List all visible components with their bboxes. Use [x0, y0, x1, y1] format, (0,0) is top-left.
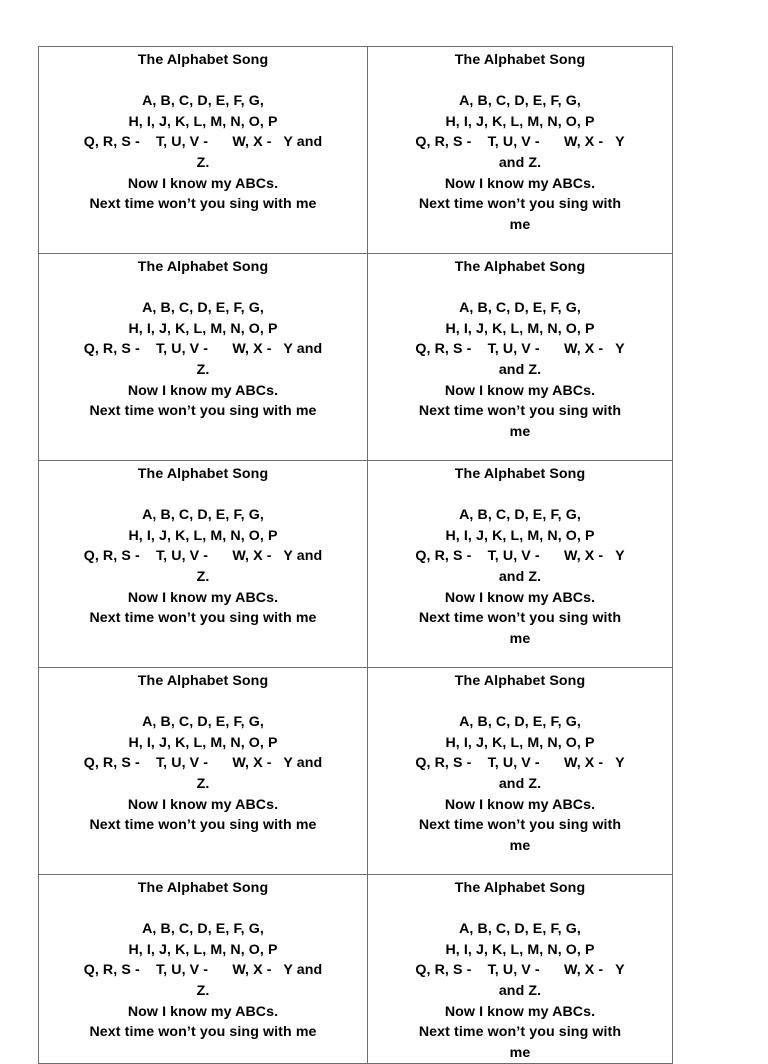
- lyric-line-4: Now I know my ABCs.: [127, 382, 279, 399]
- lyric-line-3-cont: Z.: [196, 568, 210, 585]
- lyric-line-4: Now I know my ABCs.: [444, 175, 596, 192]
- lyric-line-5: Next time won’t you sing with me: [89, 610, 317, 627]
- lyric-line-5-cont: me: [509, 1044, 531, 1061]
- song-card: [39, 47, 368, 254]
- blank-line: [49, 485, 357, 506]
- card-title: The Alphabet Song: [454, 466, 586, 482]
- blank-line: [378, 692, 662, 713]
- card-title: The Alphabet Song: [454, 880, 586, 896]
- card-title: The Alphabet Song: [454, 259, 586, 275]
- card-row: [39, 875, 673, 1064]
- lyric-line-5-cont: me: [509, 216, 531, 233]
- song-card: [368, 47, 673, 254]
- blank-line: [49, 899, 357, 920]
- lyric-line-3-cont: Z.: [196, 982, 210, 999]
- lyric-line-5: Next time won’t you sing with me: [89, 1024, 317, 1041]
- blank-line: [378, 278, 662, 299]
- card-title: The Alphabet Song: [137, 52, 269, 68]
- lyric-line-2: H, I, J, K, L, M, N, O, P: [128, 527, 278, 544]
- song-card-grid: [38, 46, 673, 1064]
- lyric-line-5: Next time won’t you sing with: [418, 196, 622, 213]
- lyric-line-3-cont: Z.: [196, 775, 210, 792]
- lyric-line-3-cont: and Z.: [498, 775, 542, 792]
- lyric-line-4: Now I know my ABCs.: [444, 382, 596, 399]
- lyric-line-5-cont: me: [509, 630, 531, 647]
- lyric-line-4: Now I know my ABCs.: [127, 589, 279, 606]
- lyric-line-3-cont: and Z.: [498, 568, 542, 585]
- lyric-line-2: H, I, J, K, L, M, N, O, P: [128, 941, 278, 958]
- lyric-line-1: A, B, C, D, E, F, G,: [459, 921, 581, 938]
- card-title: The Alphabet Song: [137, 880, 269, 896]
- lyric-line-2: H, I, J, K, L, M, N, O, P: [128, 320, 278, 337]
- card-title: The Alphabet Song: [137, 466, 269, 482]
- lyric-line-3: Q, R, S - T, U, V - W, X - Y: [415, 962, 625, 979]
- lyric-line-1: A, B, C, D, E, F, G,: [142, 93, 264, 110]
- card-row: [39, 461, 673, 668]
- lyric-line-4: Now I know my ABCs.: [127, 796, 279, 813]
- card-row: [39, 47, 673, 254]
- lyric-line-4: Now I know my ABCs.: [444, 589, 596, 606]
- lyric-line-5: Next time won’t you sing with: [418, 1024, 622, 1041]
- lyric-line-1: A, B, C, D, E, F, G,: [459, 300, 581, 317]
- song-card: [368, 461, 673, 668]
- blank-line: [49, 278, 357, 299]
- song-card: [39, 461, 368, 668]
- lyric-line-5: Next time won’t you sing with: [418, 403, 622, 420]
- lyric-line-2: H, I, J, K, L, M, N, O, P: [445, 734, 595, 751]
- lyric-line-5: Next time won’t you sing with me: [89, 196, 317, 213]
- lyric-line-3: Q, R, S - T, U, V - W, X - Y: [415, 134, 625, 151]
- card-title: The Alphabet Song: [137, 673, 269, 689]
- lyric-line-2: H, I, J, K, L, M, N, O, P: [445, 113, 595, 130]
- blank-line: [49, 71, 357, 92]
- song-card: [368, 668, 673, 875]
- lyric-line-2: H, I, J, K, L, M, N, O, P: [445, 941, 595, 958]
- lyric-line-3: Q, R, S - T, U, V - W, X - Y: [415, 341, 625, 358]
- lyric-line-3: Q, R, S - T, U, V - W, X - Y and: [83, 755, 323, 772]
- lyric-line-1: A, B, C, D, E, F, G,: [142, 507, 264, 524]
- lyric-line-5-cont: me: [509, 837, 531, 854]
- lyric-line-1: A, B, C, D, E, F, G,: [459, 93, 581, 110]
- song-card: [39, 668, 368, 875]
- lyric-line-1: A, B, C, D, E, F, G,: [142, 300, 264, 317]
- card-title: The Alphabet Song: [137, 259, 269, 275]
- song-card: [39, 254, 368, 461]
- lyric-line-2: H, I, J, K, L, M, N, O, P: [445, 320, 595, 337]
- lyric-line-5: Next time won’t you sing with: [418, 817, 622, 834]
- lyric-line-5-cont: me: [509, 423, 531, 440]
- lyric-line-3-cont: Z.: [196, 361, 210, 378]
- lyric-line-4: Now I know my ABCs.: [127, 175, 279, 192]
- song-card: [368, 875, 673, 1064]
- lyric-line-3: Q, R, S - T, U, V - W, X - Y: [415, 755, 625, 772]
- lyric-line-1: A, B, C, D, E, F, G,: [459, 507, 581, 524]
- lyric-line-3: Q, R, S - T, U, V - W, X - Y: [415, 548, 625, 565]
- blank-line: [49, 692, 357, 713]
- blank-line: [378, 71, 662, 92]
- lyric-line-2: H, I, J, K, L, M, N, O, P: [128, 113, 278, 130]
- song-card: [39, 875, 368, 1064]
- lyric-line-2: H, I, J, K, L, M, N, O, P: [445, 527, 595, 544]
- lyric-line-1: A, B, C, D, E, F, G,: [459, 714, 581, 731]
- lyric-line-3-cont: and Z.: [498, 982, 542, 999]
- lyric-line-3: Q, R, S - T, U, V - W, X - Y and: [83, 134, 323, 151]
- lyric-line-3-cont: and Z.: [498, 361, 542, 378]
- lyric-line-3-cont: and Z.: [498, 154, 542, 171]
- lyric-line-2: H, I, J, K, L, M, N, O, P: [128, 734, 278, 751]
- card-title: The Alphabet Song: [454, 673, 586, 689]
- lyric-line-1: A, B, C, D, E, F, G,: [142, 714, 264, 731]
- card-row: [39, 254, 673, 461]
- lyric-line-3: Q, R, S - T, U, V - W, X - Y and: [83, 548, 323, 565]
- card-title: The Alphabet Song: [454, 52, 586, 68]
- lyric-line-3-cont: Z.: [196, 154, 210, 171]
- blank-line: [378, 485, 662, 506]
- lyric-line-5: Next time won’t you sing with me: [89, 817, 317, 834]
- lyric-line-1: A, B, C, D, E, F, G,: [142, 921, 264, 938]
- lyric-line-3: Q, R, S - T, U, V - W, X - Y and: [83, 962, 323, 979]
- lyric-line-4: Now I know my ABCs.: [127, 1003, 279, 1020]
- lyric-line-4: Now I know my ABCs.: [444, 796, 596, 813]
- lyric-line-4: Now I know my ABCs.: [444, 1003, 596, 1020]
- lyric-line-5: Next time won’t you sing with: [418, 610, 622, 627]
- lyric-line-3: Q, R, S - T, U, V - W, X - Y and: [83, 341, 323, 358]
- card-row: [39, 668, 673, 875]
- blank-line: [378, 899, 662, 920]
- song-card: [368, 254, 673, 461]
- lyric-line-5: Next time won’t you sing with me: [89, 403, 317, 420]
